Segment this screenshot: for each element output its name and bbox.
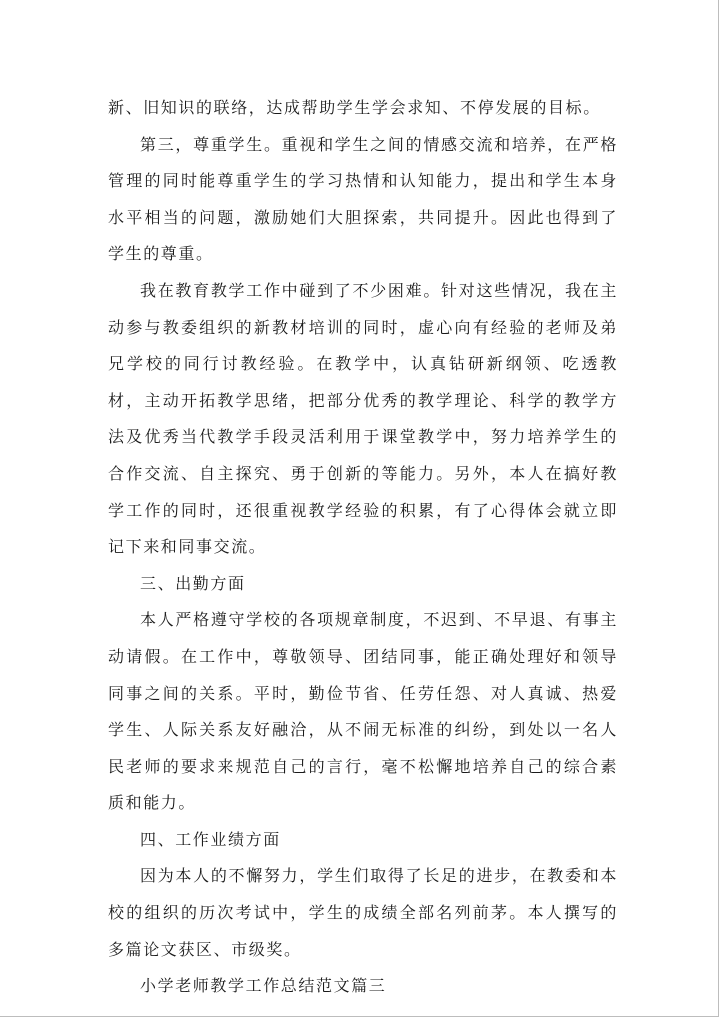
section-heading-attendance: 三、出勤方面	[140, 573, 246, 593]
document-body	[108, 90, 618, 1005]
paragraph-achievements: 因为本人的不懈努力，学生们取得了长足的进步，在教委和本校的组织的历次考试中，学生的成绩全部名列前茅。本人撰写的多篇论文获区、市级奖。	[108, 866, 618, 959]
paragraph-continuation: 新、旧知识的联络，达成帮助学生学会求知、不停发展的目标。	[108, 98, 601, 117]
paragraph-teaching-difficulties: 我在教育教学工作中碰到了不少困难。针对这些情况，我在主动参与教委组织的新教材培训的同时，虚心向有经验的老师及弟兄学校的同行讨教经验。在教学中，认真钻研新纲领、吃透教材，主动开拓教学思绪，把部分优秀的教学理论、科学的教学方法及优秀当代教学手段灵活利用于课堂教学中，努力培养学生的合作交流、自主探究、勇于创新的等能力。另外，本人在搞好教学工作的同时，还很重视教学经验的积累，有了心得体会就立即记下来和同事交流。	[108, 280, 618, 557]
paragraph-attendance: 本人严格遵守学校的各项规章制度，不迟到、不早退、有事主动请假。在工作中，尊敬领导、团结同事，能正确处理好和领导同事之间的关系。平时，勤俭节省、任劳任怨、对人真诚、热爱学生、人际关系友好融洽，从不闹无标准的纠纷，到处以一名人民老师的要求来规范自己的言行，毫不松懈地培养自己的综合素质和能力。	[108, 610, 618, 813]
paragraph-respect-students: 第三，尊重学生。重视和学生之间的情感交流和培养，在严格管理的同时能尊重学生的学习热情和认知能力，提出和学生本身水平相当的问题，激励她们大胆探索，共同提升。因此也得到了学生的尊重。	[108, 134, 618, 264]
section-heading-achievements: 四、工作业绩方面	[140, 829, 281, 849]
section-heading-next-article: 小学老师教学工作总结范文篇三	[140, 976, 387, 996]
